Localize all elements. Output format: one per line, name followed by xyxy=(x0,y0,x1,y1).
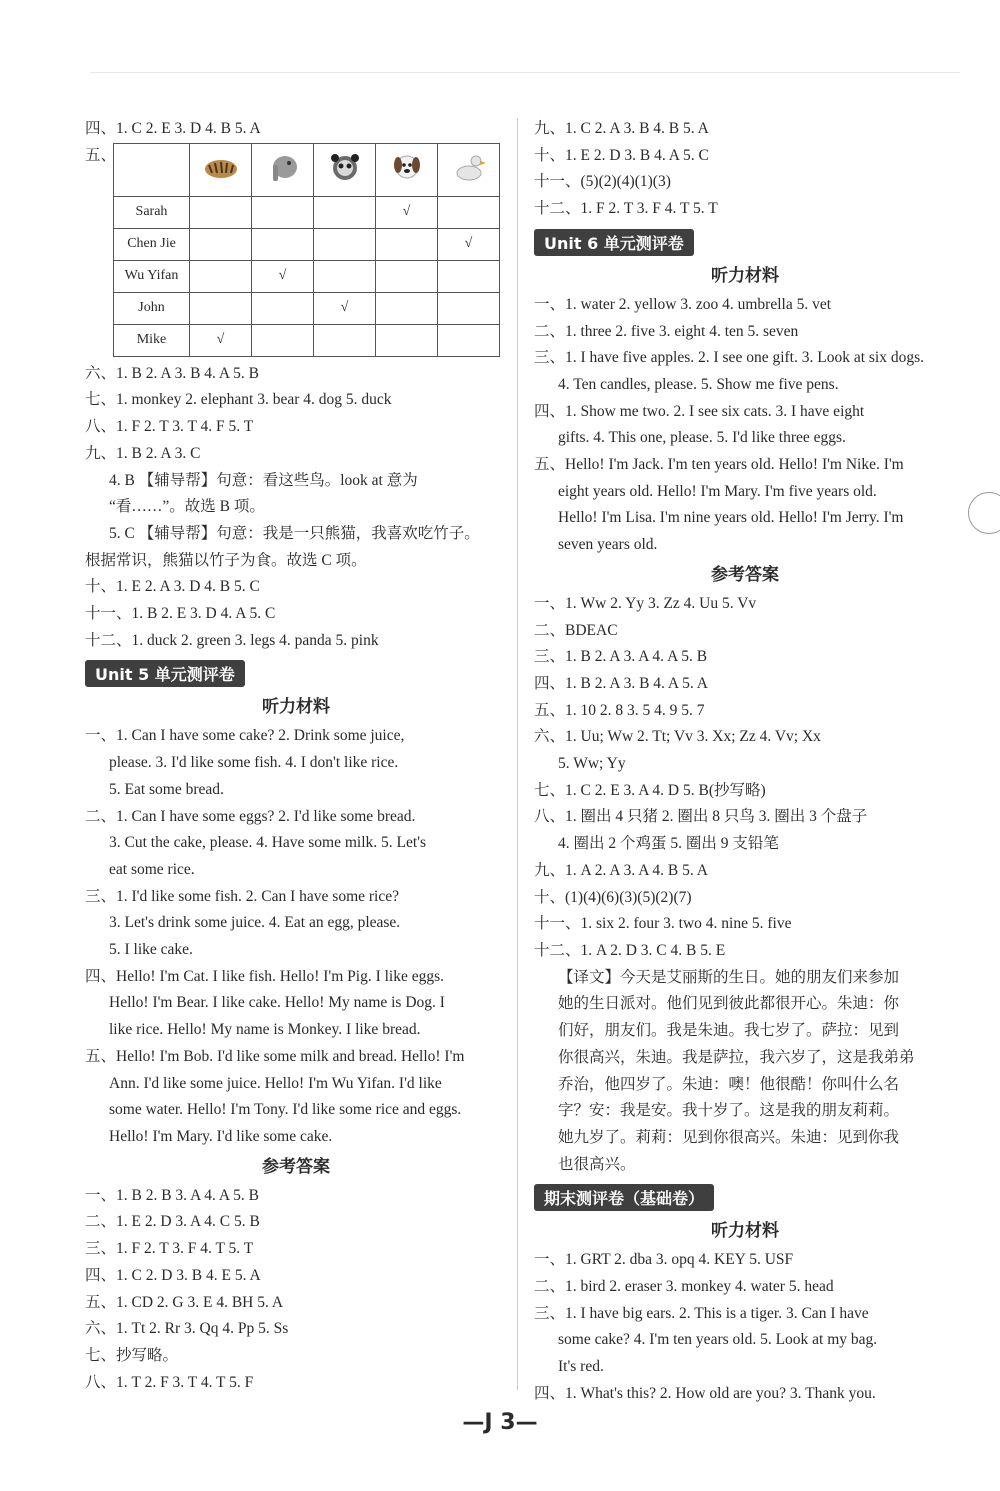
panda-icon xyxy=(325,151,365,183)
script-line: 5. I like cake. xyxy=(109,941,193,959)
answer-line: 4. 圈出 2 个鸡蛋 5. 圈出 9 支铅笔 xyxy=(558,835,779,853)
answers-title: 参考答案 xyxy=(262,1156,330,1177)
script-line: 4. Ten candles, please. 5. Show me five pens. xyxy=(558,375,839,393)
answer-line: 九、1. C 2. A 3. B 4. B 5. A xyxy=(534,120,709,137)
script-line: 3. Cut the cake, please. 4. Have some milk. 5. Let's xyxy=(109,834,427,852)
answer-line: 5. Ww; Yy xyxy=(558,755,626,773)
script-line: 五、Hello! I'm Jack. I'm ten years old. Hello! I'm Nike. I'm xyxy=(534,456,904,474)
answer-line: 七、1. C 2. E 3. A 4. D 5. B(抄写略) xyxy=(534,781,766,799)
script-line: 三、1. I'd like some fish. 2. Can I have some rice? xyxy=(85,887,400,905)
script-line: 一、1. GRT 2. dba 3. opq 4. KEY 5. USF xyxy=(534,1251,794,1269)
answer-line: 二、1. E 2. D 3. A 4. C 5. B xyxy=(85,1213,260,1231)
script-line: 二、1. Can I have some eggs? 2. I'd like some bread. xyxy=(85,807,416,825)
edge-seal-icon xyxy=(968,492,1000,534)
unit-6-heading: Unit 6 单元测评卷 xyxy=(534,229,694,256)
script-line: eight years old. Hello! I'm Mary. I'm five years old. xyxy=(558,482,877,500)
script-line: 一、1. Can I have some cake? 2. Drink some juice, xyxy=(85,727,405,745)
table-header-row xyxy=(114,143,500,196)
answer-line: 十、1. E 2. D 3. B 4. A 5. C xyxy=(534,146,709,164)
matching-table-section xyxy=(85,143,507,357)
script-line: Hello! I'm Lisa. I'm nine years old. Hello! I'm Jerry. I'm xyxy=(558,509,904,527)
answer-line: 七、1. monkey 2. elephant 3. bear 4. dog 5. duck xyxy=(85,391,392,409)
final-exam-heading: 期末测评卷（基础卷） xyxy=(534,1184,714,1211)
answer-line: 五、1. 10 2. 8 3. 5 4. 9 5. 7 xyxy=(534,701,705,719)
answer-line: 十二、1. A 2. D 3. C 4. B 5. E xyxy=(534,941,726,959)
script-line: 二、1. three 2. five 3. eight 4. ten 5. seven xyxy=(534,322,799,340)
script-line: 3. Let's drink some juice. 4. Eat an egg, please. xyxy=(109,914,401,932)
answer-line: 十、1. E 2. A 3. D 4. B 5. C xyxy=(85,578,260,596)
translation-line: 【译文】今天是艾丽斯的生日。她的朋友们来参加 xyxy=(558,968,900,986)
top-rule xyxy=(90,72,960,73)
answer-line: 十一、1. six 2. four 3. two 4. nine 5. five xyxy=(534,915,792,933)
answer-line: 六、1. B 2. A 3. B 4. A 5. B xyxy=(85,364,259,382)
elephant-icon xyxy=(263,151,303,183)
translation-line: 你很高兴，朱迪。我是萨拉，我六岁了，这是我弟弟 xyxy=(558,1048,915,1066)
script-line: 5. Eat some bread. xyxy=(109,780,224,798)
answer-line: 四、1. C 2. E 3. D 4. B 5. A xyxy=(85,120,261,137)
answer-line: 三、1. B 2. A 3. A 4. A 5. B xyxy=(534,648,708,666)
explanation-line: 根据常识，熊猫以竹子为食。故选 C 项。 xyxy=(85,551,367,569)
answer-line: 八、1. 圈出 4 只猪 2. 圈出 8 只鸟 3. 圈出 3 个盘子 xyxy=(534,808,868,826)
script-line: 一、1. water 2. yellow 3. zoo 4. umbrella 5. vet xyxy=(534,295,832,313)
table-row: Mike √ xyxy=(114,324,500,356)
answer-line: 二、BDEAC xyxy=(534,621,618,639)
table-row: John √ xyxy=(114,292,500,324)
unit-5-heading: Unit 5 单元测评卷 xyxy=(85,660,245,687)
script-line: 二、1. bird 2. eraser 3. monkey 4. water 5. head xyxy=(534,1278,834,1296)
matching-table xyxy=(113,143,500,357)
script-line: Hello! I'm Mary. I'd like some cake. xyxy=(109,1127,333,1145)
script-line: like rice. Hello! My name is Monkey. I like bread. xyxy=(109,1021,421,1039)
answer-line: 八、1. F 2. T 3. T 4. F 5. T xyxy=(85,418,254,436)
answer-line: 四、1. B 2. A 3. B 4. A 5. A xyxy=(534,674,708,692)
script-line: 四、1. Show me two. 2. I see six cats. 3. I have eight xyxy=(534,402,865,420)
script-line: some water. Hello! I'm Tony. I'd like some rice and eggs. xyxy=(109,1101,462,1119)
explanation-line: 5. C 【辅导帮】句意：我是一只熊猫，我喜欢吃竹子。 xyxy=(109,524,480,542)
tiger-icon xyxy=(201,151,241,183)
script-line: It's red. xyxy=(558,1358,604,1376)
script-line: 四、1. What's this? 2. How old are you? 3. Thank you. xyxy=(534,1384,876,1402)
answer-line: 六、1. Tt 2. Rr 3. Qq 4. Pp 5. Ss xyxy=(85,1320,289,1338)
answer-line: 一、1. B 2. B 3. A 4. A 5. B xyxy=(85,1186,259,1204)
answer-line: 九、1. B 2. A 3. C xyxy=(85,444,201,462)
answer-line: 三、1. F 2. T 3. F 4. T 5. T xyxy=(85,1240,254,1258)
translation-line: 乔治，他四岁了。朱迪：噢！他很酷！你叫什么名 xyxy=(558,1075,900,1093)
translation-line: 她九岁了。莉莉：见到你很高兴。朱迪：见到你我 xyxy=(558,1128,900,1146)
listening-material-title: 听力材料 xyxy=(711,265,779,286)
table-row: Wu Yifan √ xyxy=(114,260,500,292)
explanation-line: “看……”。故选 B 项。 xyxy=(109,498,265,516)
explanation-line: 4. B 【辅导帮】句意：看这些鸟。look at 意为 xyxy=(109,471,418,489)
script-line: Hello! I'm Bear. I like cake. Hello! My name is Dog. I xyxy=(109,994,445,1012)
table-row: Sarah √ xyxy=(114,196,500,228)
translation-line: 也很高兴。 xyxy=(558,1155,636,1173)
right-column xyxy=(534,116,956,1408)
translation-line: 们好，朋友们。我是朱迪。我七岁了。萨拉：见到 xyxy=(558,1022,900,1040)
script-line: eat some rice. xyxy=(109,860,195,878)
script-line: 四、Hello! I'm Cat. I like fish. Hello! I'm Pig. I like eggs. xyxy=(85,967,445,985)
script-line: some cake? 4. I'm ten years old. 5. Look at my bag. xyxy=(558,1331,878,1349)
answer-line: 十二、1. duck 2. green 3. legs 4. panda 5. pink xyxy=(85,631,379,649)
script-line: please. 3. I'd like some fish. 4. I don't like rice. xyxy=(109,754,399,772)
answer-line: 十、(1)(4)(6)(3)(5)(2)(7) xyxy=(534,888,692,906)
answer-line: 十二、1. F 2. T 3. F 4. T 5. T xyxy=(534,200,718,218)
script-line: 三、1. I have five apples. 2. I see one gift. 3. Look at six dogs. xyxy=(534,349,924,367)
answer-line: 十一、(5)(2)(4)(1)(3) xyxy=(534,173,671,191)
answer-line: 五、1. CD 2. G 3. E 4. BH 5. A xyxy=(85,1293,284,1311)
listening-material-title: 听力材料 xyxy=(711,1221,779,1242)
script-line: Ann. I'd like some juice. Hello! I'm Wu Yifan. I'd like xyxy=(109,1074,442,1092)
translation-line: 她的生日派对。他们见到彼此都很开心。朱迪：你 xyxy=(558,995,900,1013)
answer-line: 七、抄写略。 xyxy=(85,1346,179,1364)
script-line: seven years old. xyxy=(558,536,658,554)
script-line: 三、1. I have big ears. 2. This is a tiger. 3. Can I have xyxy=(534,1304,869,1322)
column-divider xyxy=(517,118,518,1390)
script-line: gifts. 4. This one, please. 5. I'd like three eggs. xyxy=(558,429,846,447)
page-number: —J 3— xyxy=(462,1410,538,1435)
left-column xyxy=(85,116,507,1396)
script-line: 五、Hello! I'm Bob. I'd like some milk and bread. Hello! I'm xyxy=(85,1047,465,1065)
answer-line: 四、1. C 2. D 3. B 4. E 5. A xyxy=(85,1266,261,1284)
answer-line: 八、1. T 2. F 3. T 4. T 5. F xyxy=(85,1373,254,1391)
answers-title: 参考答案 xyxy=(711,564,779,585)
translation-line: 字？安：我是安。我十岁了。这是我的朋友莉莉。 xyxy=(558,1102,900,1120)
answer-line: 一、1. Ww 2. Yy 3. Zz 4. Uu 5. Vv xyxy=(534,594,757,612)
listening-material-title: 听力材料 xyxy=(262,697,330,718)
dog-icon xyxy=(387,151,427,183)
answer-line: 六、1. Uu; Ww 2. Tt; Vv 3. Xx; Zz 4. Vv; Xx xyxy=(534,728,821,746)
table-row: Chen Jie √ xyxy=(114,228,500,260)
section-label: 五、 xyxy=(85,146,117,164)
answer-line: 十一、1. B 2. E 3. D 4. A 5. C xyxy=(85,605,276,623)
duck-icon xyxy=(449,151,489,183)
answer-line: 九、1. A 2. A 3. A 4. B 5. A xyxy=(534,861,708,879)
